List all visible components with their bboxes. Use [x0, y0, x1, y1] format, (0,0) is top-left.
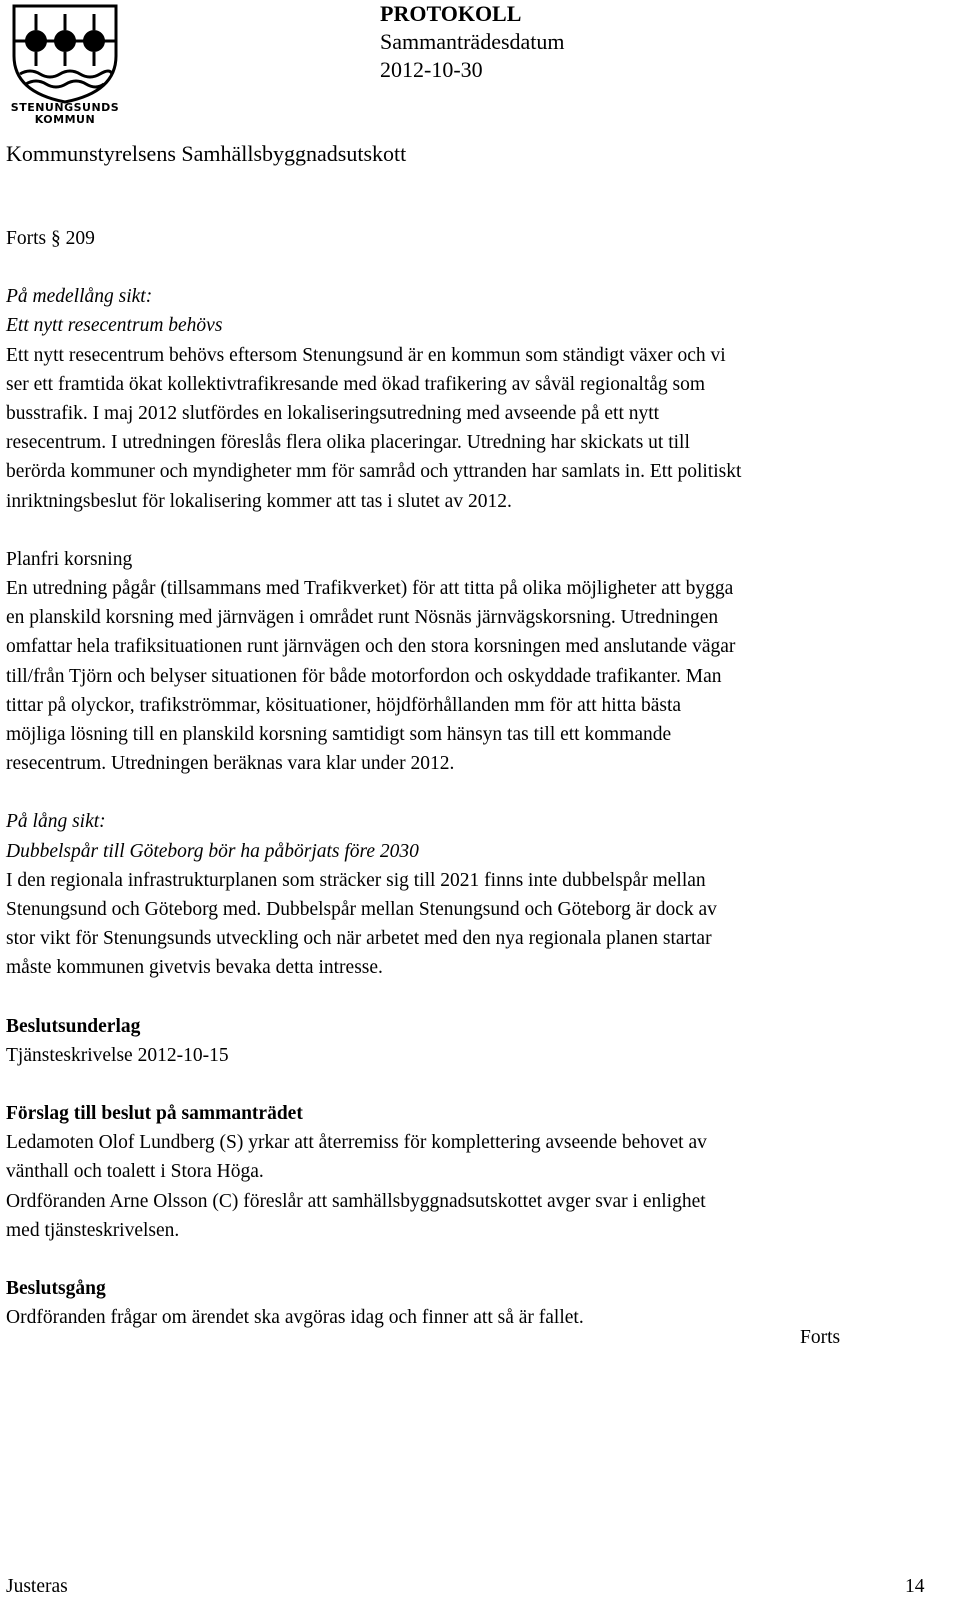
body-line: inriktningsbeslut för lokalisering kommer att tas i slutet av 2012. [6, 490, 512, 512]
body-line: Ordföranden Arne Olsson (C) föreslår att samhällsbyggnadsutskottet avger svar i enlighet [6, 1190, 706, 1212]
medium-term-heading: På medellång sikt: [6, 286, 153, 308]
body-line: En utredning pågår (tillsammans med Trafikverket) för att titta på olika möjligheter att bygga [6, 578, 734, 600]
body-line: busstrafik. I maj 2012 slutfördes en lokaliseringsutredning med avseende på ett nytt [6, 403, 660, 425]
long-term-subheading: Dubbelspår till Göteborg bör ha påbörjats före 2030 [6, 840, 419, 862]
stenungsund-crest-icon [6, 4, 124, 104]
body-line: ser ett framtida ökat kollektivtrafikresande med ökad trafikering av såväl regionaltåg som [6, 373, 706, 395]
section-reference: Forts § 209 [6, 228, 95, 249]
basis-text: Tjänsteskrivelse 2012-10-15 [6, 1044, 229, 1066]
long-term-heading: På lång sikt: [6, 811, 106, 833]
meeting-date-label: Sammanträdesdatum [380, 29, 565, 54]
page-number: 14 [905, 1576, 925, 1597]
committee-name: Kommunstyrelsens Samhällsbyggnadsutskott [6, 141, 407, 166]
procedure-text: Ordföranden frågar om ärendet ska avgöras idag och finner att så är fallet. [6, 1307, 584, 1329]
body-line: stor vikt för Stenungsunds utveckling och när arbetet med den nya regionala planen startar [6, 928, 712, 950]
logo-text-line1: STENUNGSUNDS [10, 101, 120, 114]
logo-text-line2: KOMMUN [34, 113, 96, 126]
footer-justeras: Justeras [6, 1576, 68, 1597]
meeting-date: 2012-10-30 [380, 57, 483, 82]
body-line: I den regionala infrastrukturplanen som sträcker sig till 2021 finns inte dubbelspår mellan [6, 869, 706, 891]
document-body [6, 224, 946, 1333]
body-line: berörda kommuner och myndigheter mm för samråd och yttranden har samlats in. Ett politiskt [6, 461, 742, 483]
body-line: med tjänsteskrivelsen. [6, 1219, 180, 1241]
crossing-heading: Planfri korsning [6, 548, 133, 570]
body-line: vänthall och toalett i Stora Höga. [6, 1161, 264, 1183]
body-line: Ett nytt resecentrum behövs eftersom Stenungsund är en kommun som ständigt växer och vi [6, 344, 726, 366]
medium-term-subheading: Ett nytt resecentrum behövs [6, 315, 223, 337]
body-line: tittar på olyckor, trafikströmmar, kösituationer, höjdförhållanden mm för att hitta bästa [6, 694, 682, 716]
body-line: måste kommunen givetvis bevaka detta intresse. [6, 957, 383, 979]
body-line: resecentrum. I utredningen föreslås flera olika placeringar. Utredning har skickats ut till [6, 432, 690, 454]
proposal-heading: Förslag till beslut på sammanträdet [6, 1103, 303, 1125]
document-type-title: PROTOKOLL [380, 1, 522, 26]
body-line: en planskild korsning med järnvägen i området runt Nösnäs järnvägskorsning. Utredningen [6, 607, 719, 629]
municipality-logo [6, 4, 124, 128]
basis-heading: Beslutsunderlag [6, 1015, 141, 1037]
body-line: Stenungsund och Göteborg med. Dubbelspår mellan Stenungsund och Göteborg är dock av [6, 899, 717, 921]
body-line: resecentrum. Utredningen beräknas vara klar under 2012. [6, 753, 455, 775]
body-line: möjliga lösning till en planskild korsning samtidigt som hänsyn tas till ett kommande [6, 724, 672, 746]
body-line: Ledamoten Olof Lundberg (S) yrkar att återremiss för komplettering avseende behovet av [6, 1132, 707, 1154]
body-line: omfattar hela trafiksituationen runt järnvägen och den stora korsningen med anslutande vägar [6, 636, 736, 658]
procedure-heading: Beslutsgång [6, 1278, 106, 1300]
body-line: till/från Tjörn och belyser situationen för både motorfordon och oskyddade trafikanter. Man [6, 665, 722, 687]
continued-label: Forts [800, 1327, 841, 1348]
